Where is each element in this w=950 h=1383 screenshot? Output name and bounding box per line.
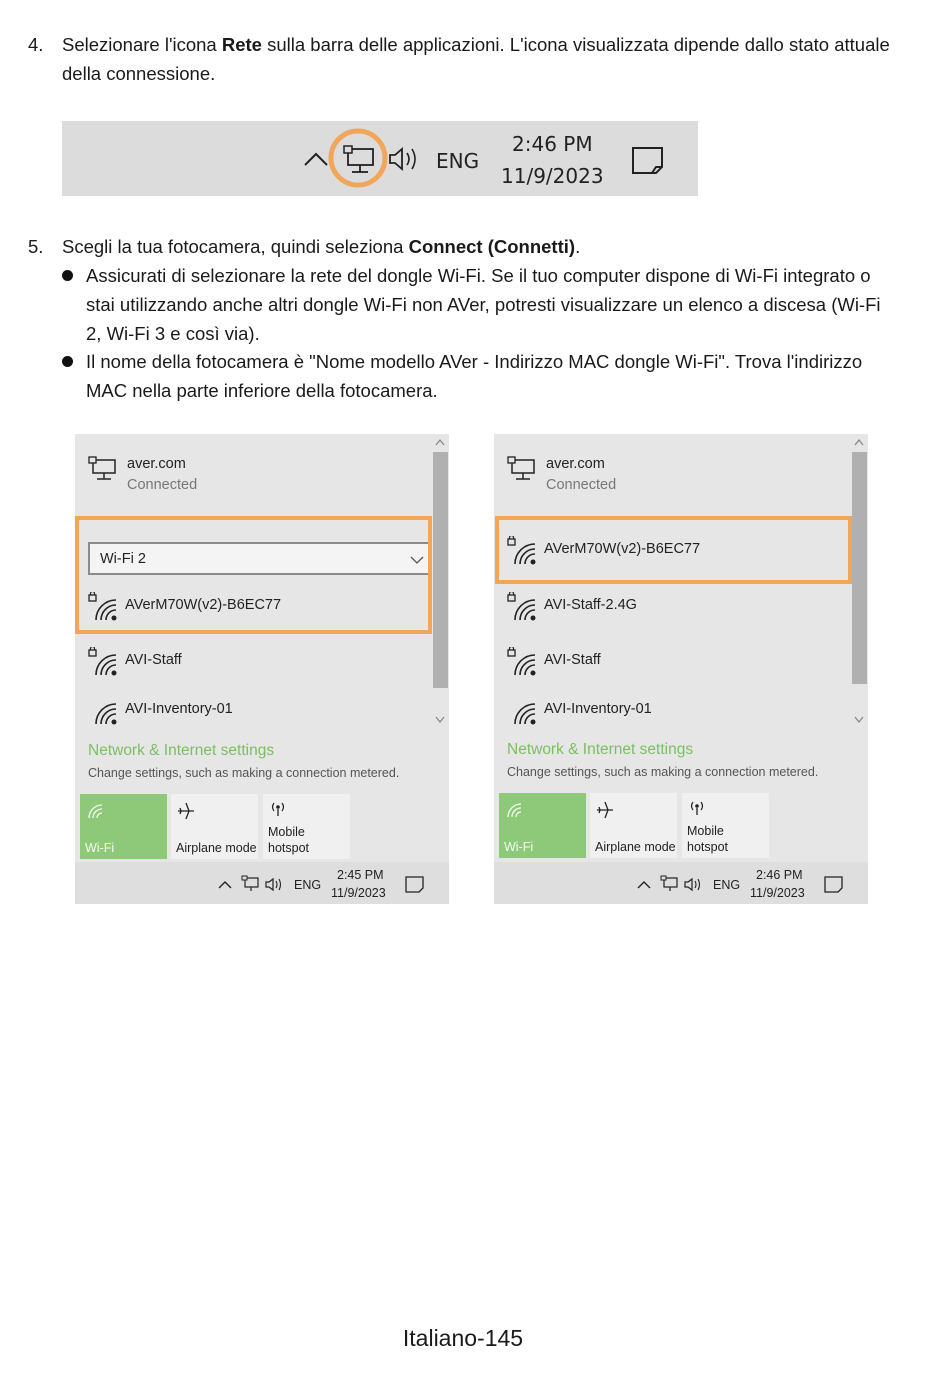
step-text: Selezionare l'icona Rete sulla barra delle applicazioni. L'icona visualizzata dipende dallo stato attuale della connessione. bbox=[62, 34, 890, 84]
network-name: AVI-Staff-2.4G bbox=[544, 597, 637, 613]
network-icon bbox=[344, 146, 373, 172]
notification-icon bbox=[633, 148, 662, 173]
tile-label: Wi-Fi bbox=[504, 840, 534, 854]
wifi-icon bbox=[88, 696, 118, 726]
network-settings-link[interactable]: Network & Internet settings bbox=[88, 742, 275, 759]
highlight-circle bbox=[331, 131, 385, 185]
network-item[interactable] bbox=[494, 637, 850, 689]
chevron-up-icon bbox=[638, 882, 650, 888]
network-icon bbox=[661, 876, 677, 891]
clock-time[interactable]: 2:46 PM bbox=[756, 868, 803, 882]
step-text: Scegli la tua fotocamera, quindi seleziona Connect (Connetti). bbox=[62, 236, 581, 257]
network-settings-link[interactable]: Network & Internet settings bbox=[507, 741, 694, 758]
airplane-icon bbox=[176, 801, 196, 821]
airplane-mode-tile[interactable] bbox=[171, 794, 258, 859]
network-settings-description: Change settings, such as making a connection metered. bbox=[88, 766, 400, 780]
volume-icon bbox=[390, 149, 415, 169]
tile-label: Wi-Fi bbox=[85, 841, 115, 855]
network-status: Connected bbox=[127, 477, 198, 493]
step-number: 5. bbox=[28, 236, 44, 257]
scrollbar[interactable] bbox=[851, 434, 868, 734]
network-settings-description: Change settings, such as making a connection metered. bbox=[507, 765, 819, 779]
tile-label: Airplane mode bbox=[176, 841, 257, 855]
network-item[interactable] bbox=[494, 582, 850, 634]
bullet-dot bbox=[62, 270, 73, 281]
network-name: aver.com bbox=[546, 456, 605, 472]
secured-wifi-icon bbox=[88, 647, 118, 677]
network-name: AVerM70W(v2)-B6EC77 bbox=[125, 597, 282, 613]
mini-taskbar bbox=[494, 862, 868, 904]
bullet-dot bbox=[62, 356, 73, 367]
wifi-icon bbox=[505, 801, 523, 819]
scrollbar-thumb[interactable] bbox=[433, 452, 448, 688]
volume-icon bbox=[266, 879, 281, 890]
taskbar-screenshot bbox=[62, 121, 698, 196]
mini-taskbar bbox=[75, 862, 449, 904]
network-name: AVerM70W(v2)-B6EC77 bbox=[544, 541, 701, 557]
volume-icon bbox=[685, 879, 700, 890]
network-item[interactable] bbox=[75, 637, 431, 689]
notification-icon bbox=[825, 877, 842, 892]
clock-time[interactable]: 2:45 PM bbox=[337, 868, 384, 882]
airplane-mode-tile[interactable] bbox=[590, 793, 677, 858]
clock-time[interactable]: 2:46 PM bbox=[512, 132, 593, 156]
language-indicator[interactable]: ENG bbox=[294, 878, 322, 892]
network-item[interactable] bbox=[75, 686, 431, 738]
language-indicator[interactable]: ENG bbox=[436, 149, 480, 173]
notification-icon bbox=[406, 877, 423, 892]
mobile-hotspot-tile[interactable] bbox=[263, 794, 350, 859]
hotspot-icon bbox=[687, 799, 707, 817]
wifi-toggle-tile[interactable] bbox=[499, 793, 586, 858]
language-indicator[interactable]: ENG bbox=[713, 878, 741, 892]
tile-label: Mobile hotspot bbox=[268, 825, 310, 855]
dropdown-value: Wi-Fi 2 bbox=[100, 551, 146, 567]
tile-label: Mobile hotspot bbox=[687, 824, 729, 854]
hotspot-icon bbox=[268, 800, 288, 818]
ethernet-icon bbox=[88, 455, 118, 483]
network-name: AVI-Staff bbox=[125, 652, 182, 668]
network-name: AVI-Inventory-01 bbox=[544, 701, 652, 717]
wifi-icon bbox=[507, 696, 537, 726]
secured-wifi-icon bbox=[507, 647, 537, 677]
highlight-box bbox=[495, 516, 852, 584]
scrollbar[interactable] bbox=[432, 434, 449, 734]
step-number: 4. bbox=[28, 34, 44, 55]
wifi-icon bbox=[86, 802, 104, 820]
clock-date[interactable]: 11/9/2023 bbox=[331, 886, 386, 900]
connected-network-item[interactable] bbox=[75, 442, 431, 512]
scrollbar-thumb[interactable] bbox=[852, 452, 867, 684]
network-status: Connected bbox=[546, 477, 617, 493]
wifi-toggle-tile[interactable] bbox=[80, 794, 167, 859]
network-name: AVI-Inventory-01 bbox=[125, 701, 233, 717]
chevron-up-icon bbox=[305, 154, 327, 165]
network-icon bbox=[242, 876, 258, 891]
ethernet-icon bbox=[507, 455, 537, 483]
tile-label: Airplane mode bbox=[595, 840, 676, 854]
page-footer: Italiano-145 bbox=[402, 1325, 524, 1351]
clock-date[interactable]: 11/9/2023 bbox=[750, 886, 805, 900]
mobile-hotspot-tile[interactable] bbox=[682, 793, 769, 858]
chevron-up-icon bbox=[219, 882, 231, 888]
highlight-box bbox=[75, 516, 432, 634]
network-item[interactable] bbox=[494, 686, 850, 738]
network-flyout-left bbox=[75, 434, 449, 904]
bullet-text: Assicurati di selezionare la rete del dongle Wi-Fi. Se il tuo computer dispone di Wi-Fi integrato o stai utilizzando anche altri dongle Wi-Fi non AVer, potresti visualizzare un elenco a discesa (Wi-Fi 2, Wi-Fi 3 e così via). bbox=[86, 265, 881, 344]
airplane-icon bbox=[595, 800, 615, 820]
network-flyout-right bbox=[494, 434, 868, 904]
clock-date[interactable]: 11/9/2023 bbox=[501, 164, 604, 188]
connected-network-item[interactable] bbox=[494, 442, 850, 512]
network-name: aver.com bbox=[127, 456, 186, 472]
network-name: AVI-Staff bbox=[544, 652, 601, 668]
secured-wifi-icon bbox=[507, 592, 537, 622]
bullet-text: Il nome della fotocamera è "Nome modello AVer - Indirizzo MAC dongle Wi-Fi". Trova l'indirizzo MAC nella parte inferiore della fotocamera. bbox=[86, 351, 863, 401]
